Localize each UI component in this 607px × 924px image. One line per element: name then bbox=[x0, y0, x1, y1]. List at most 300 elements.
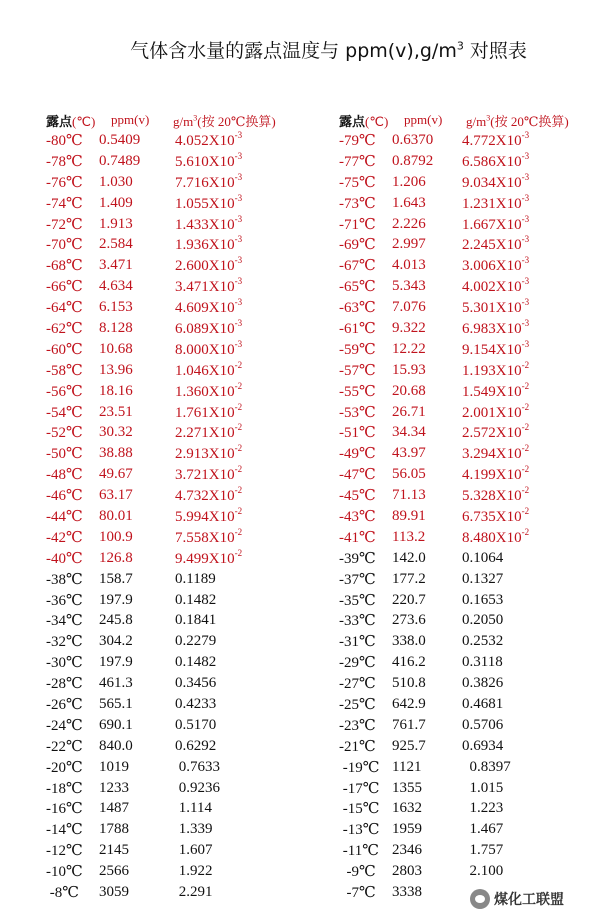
ppm-cell: 0.8792 bbox=[392, 152, 434, 169]
table-row bbox=[46, 381, 276, 402]
gm3-cell: $6.586X10^{-3}$ bbox=[462, 150, 530, 170]
table-row bbox=[339, 130, 569, 151]
dewpoint-cell: -74℃ bbox=[46, 195, 83, 212]
table-row bbox=[339, 694, 569, 715]
table-row bbox=[46, 631, 276, 652]
gm3-cell: $1.667X10^{-3}$ bbox=[462, 213, 530, 233]
table-row bbox=[46, 652, 276, 673]
right-table bbox=[339, 110, 569, 903]
dewpoint-cell: -45℃ bbox=[339, 488, 376, 505]
table-row bbox=[46, 736, 276, 757]
gm3-header: $g/m^3$(按 20℃换算) bbox=[466, 113, 569, 129]
ppm-cell: 13.96 bbox=[99, 361, 133, 378]
ppm-cell: 1121 bbox=[392, 758, 422, 775]
table-row bbox=[46, 715, 276, 736]
ppm-cell: 10.68 bbox=[99, 340, 133, 357]
dewpoint-header: 露点(℃) bbox=[339, 113, 389, 130]
dewpoint-cell: -60℃ bbox=[46, 341, 83, 358]
dewpoint-cell: -30℃ bbox=[46, 655, 83, 672]
ppm-cell: 3.471 bbox=[99, 257, 133, 274]
gm3-cell: 0.2279 bbox=[175, 633, 217, 650]
ppm-cell: 2803 bbox=[392, 863, 422, 880]
gm3-cell: $1.046X10^{-2}$ bbox=[175, 359, 243, 379]
dewpoint-cell: -39℃ bbox=[339, 550, 376, 567]
ppm-cell: 2566 bbox=[99, 863, 129, 880]
dewpoint-cell: -49℃ bbox=[339, 446, 376, 463]
table-row bbox=[46, 882, 276, 903]
gm3-cell: 1.015 bbox=[462, 779, 504, 796]
table-row bbox=[46, 402, 276, 423]
ppm-cell: 1788 bbox=[99, 821, 129, 838]
ppm-cell: 1959 bbox=[392, 821, 422, 838]
dewpoint-cell: -7℃ bbox=[339, 885, 376, 901]
ppm-header: ppm(v) bbox=[111, 112, 150, 127]
dewpoint-cell: -56℃ bbox=[46, 383, 83, 400]
table-row bbox=[46, 360, 276, 381]
gm3-cell: $1.549X10^{-2}$ bbox=[462, 380, 530, 400]
gm3-cell: $6.983X10^{-3}$ bbox=[462, 317, 530, 337]
dewpoint-cell: -52℃ bbox=[46, 425, 83, 442]
ppm-cell: 5.343 bbox=[392, 278, 426, 295]
dewpoint-cell: -44℃ bbox=[46, 508, 83, 525]
dewpoint-cell: -8℃ bbox=[46, 885, 80, 901]
gm3-cell: 2.291 bbox=[175, 884, 213, 900]
dewpoint-cell: -50℃ bbox=[46, 446, 83, 463]
table-row bbox=[339, 193, 569, 214]
table-row bbox=[339, 819, 569, 840]
gm3-cell: $3.294X10^{-2}$ bbox=[462, 443, 530, 463]
ppm-cell: 1487 bbox=[99, 800, 129, 817]
ppm-cell: 4.013 bbox=[392, 257, 426, 274]
ppm-cell: 1632 bbox=[392, 800, 422, 817]
dewpoint-cell: -17℃ bbox=[339, 780, 380, 797]
table-row bbox=[46, 214, 276, 235]
ppm-cell: 0.6370 bbox=[392, 131, 434, 148]
gm3-cell: $7.558X10^{-2}$ bbox=[175, 526, 243, 546]
dewpoint-cell: -64℃ bbox=[46, 300, 83, 317]
dewpoint-cell: -12℃ bbox=[46, 843, 83, 860]
gm3-cell: $4.732X10^{-2}$ bbox=[175, 485, 243, 505]
table-row bbox=[46, 527, 276, 548]
dewpoint-cell: -37℃ bbox=[339, 571, 376, 588]
gm3-cell: 0.1482 bbox=[175, 654, 217, 671]
gm3-cell: $8.000X10^{-3}$ bbox=[175, 338, 243, 358]
ppm-cell: 1.030 bbox=[99, 173, 133, 190]
dewpoint-cell: -67℃ bbox=[339, 258, 376, 275]
gm3-cell: $1.055X10^{-3}$ bbox=[175, 192, 243, 212]
table-row bbox=[46, 151, 276, 172]
table-row bbox=[46, 799, 276, 820]
dewpoint-cell: -73℃ bbox=[339, 195, 376, 212]
ppm-cell: 197.9 bbox=[99, 591, 133, 608]
dewpoint-cell: -48℃ bbox=[46, 467, 83, 484]
gm3-cell: $2.600X10^{-3}$ bbox=[175, 255, 243, 275]
table-row bbox=[46, 610, 276, 631]
table-row bbox=[339, 631, 569, 652]
gm3-cell: $1.231X10^{-3}$ bbox=[462, 192, 530, 212]
table-row bbox=[46, 339, 276, 360]
table-row bbox=[46, 590, 276, 611]
left-table-header bbox=[46, 110, 276, 130]
table-row bbox=[339, 715, 569, 736]
gm3-cell: 0.8397 bbox=[462, 758, 511, 775]
dewpoint-cell: -76℃ bbox=[46, 174, 83, 191]
ppm-cell: 113.2 bbox=[392, 528, 426, 545]
dewpoint-cell: -53℃ bbox=[339, 404, 376, 421]
gm3-cell: 0.5170 bbox=[175, 716, 217, 733]
dewpoint-cell: -25℃ bbox=[339, 696, 376, 713]
table-row bbox=[46, 422, 276, 443]
ppm-cell: 26.71 bbox=[392, 403, 426, 420]
ppm-cell: 1019 bbox=[99, 758, 129, 775]
table-row bbox=[339, 151, 569, 172]
table-row bbox=[46, 193, 276, 214]
gm3-cell: 1.114 bbox=[175, 800, 212, 817]
gm3-cell: 0.1327 bbox=[462, 570, 504, 587]
table-row bbox=[339, 673, 569, 694]
table-row bbox=[339, 548, 569, 569]
table-row bbox=[46, 548, 276, 569]
table-row bbox=[339, 276, 569, 297]
gm3-cell: 1.757 bbox=[462, 842, 504, 859]
gm3-cell: 0.6934 bbox=[462, 737, 504, 754]
table-row bbox=[339, 297, 569, 318]
gm3-cell: 0.4233 bbox=[175, 695, 217, 712]
ppm-cell: 9.322 bbox=[392, 319, 426, 336]
ppm-cell: 3059 bbox=[99, 884, 129, 900]
table-row bbox=[339, 736, 569, 757]
table-row bbox=[46, 861, 276, 882]
dewpoint-cell: -66℃ bbox=[46, 279, 83, 296]
ppm-cell: 38.88 bbox=[99, 445, 133, 462]
ppm-cell: 197.9 bbox=[99, 654, 133, 671]
table-row bbox=[339, 799, 569, 820]
ppm-cell: 565.1 bbox=[99, 695, 133, 712]
dewpoint-cell: -55℃ bbox=[339, 383, 376, 400]
dewpoint-cell: -69℃ bbox=[339, 237, 376, 254]
ppm-cell: 8.128 bbox=[99, 319, 133, 336]
ppm-cell: 1.643 bbox=[392, 194, 426, 211]
gm3-cell: 0.1189 bbox=[175, 570, 216, 587]
gm3-cell: $6.089X10^{-3}$ bbox=[175, 317, 243, 337]
dewpoint-cell: -16℃ bbox=[46, 801, 83, 818]
dewpoint-cell: -18℃ bbox=[46, 780, 83, 797]
dewpoint-cell: -22℃ bbox=[46, 738, 83, 755]
ppm-header: ppm(v) bbox=[404, 112, 443, 127]
dewpoint-cell: -34℃ bbox=[46, 613, 83, 630]
gm3-cell: $1.936X10^{-3}$ bbox=[175, 234, 243, 254]
gm3-cell: $2.001X10^{-2}$ bbox=[462, 401, 530, 421]
table-row bbox=[339, 422, 569, 443]
table-row bbox=[46, 569, 276, 590]
dewpoint-cell: -24℃ bbox=[46, 717, 83, 734]
ppm-cell: 642.9 bbox=[392, 695, 426, 712]
table-row bbox=[46, 297, 276, 318]
gm3-header: $g/m^3$(按 20℃换算) bbox=[173, 113, 276, 129]
dewpoint-cell: -80℃ bbox=[46, 132, 83, 149]
gm3-cell: $9.154X10^{-3}$ bbox=[462, 338, 530, 358]
ppm-cell: 49.67 bbox=[99, 466, 133, 483]
table-row bbox=[46, 485, 276, 506]
dewpoint-cell: -11℃ bbox=[339, 843, 379, 860]
dewpoint-cell: -10℃ bbox=[46, 864, 83, 881]
table-row bbox=[339, 464, 569, 485]
table-row bbox=[46, 130, 276, 151]
gm3-cell: $5.301X10^{-3}$ bbox=[462, 297, 530, 317]
table-row bbox=[339, 506, 569, 527]
table-row bbox=[339, 590, 569, 611]
ppm-cell: 80.01 bbox=[99, 507, 133, 524]
ppm-cell: 177.2 bbox=[392, 570, 426, 587]
table-row bbox=[339, 402, 569, 423]
table-row bbox=[339, 527, 569, 548]
ppm-cell: 2.226 bbox=[392, 215, 426, 232]
table-row bbox=[46, 506, 276, 527]
dewpoint-cell: -40℃ bbox=[46, 550, 83, 567]
dewpoint-header: 露点(℃) bbox=[46, 113, 96, 130]
table-row bbox=[339, 443, 569, 464]
ppm-cell: 690.1 bbox=[99, 716, 133, 733]
table-row bbox=[339, 381, 569, 402]
ppm-cell: 273.6 bbox=[392, 612, 426, 629]
table-row bbox=[46, 318, 276, 339]
table-row bbox=[339, 255, 569, 276]
gm3-cell: $4.002X10^{-3}$ bbox=[462, 276, 530, 296]
gm3-cell: $2.245X10^{-3}$ bbox=[462, 234, 530, 254]
table-row bbox=[339, 339, 569, 360]
dewpoint-cell: -70℃ bbox=[46, 237, 83, 254]
gm3-cell: $9.034X10^{-3}$ bbox=[462, 171, 530, 191]
wechat-icon bbox=[470, 889, 490, 909]
dewpoint-cell: -20℃ bbox=[46, 759, 83, 776]
gm3-cell: $4.772X10^{-3}$ bbox=[462, 129, 530, 149]
dewpoint-cell: -31℃ bbox=[339, 634, 376, 651]
dewpoint-cell: -36℃ bbox=[46, 592, 83, 609]
left-table bbox=[46, 110, 276, 903]
gm3-cell: 1.223 bbox=[462, 800, 504, 817]
dewpoint-cell: -65℃ bbox=[339, 279, 376, 296]
dewpoint-cell: -21℃ bbox=[339, 738, 376, 755]
ppm-cell: 510.8 bbox=[392, 675, 426, 692]
gm3-cell: $6.735X10^{-2}$ bbox=[462, 505, 530, 525]
dewpoint-cell: -54℃ bbox=[46, 404, 83, 421]
ppm-cell: 416.2 bbox=[392, 654, 426, 671]
ppm-cell: 34.34 bbox=[392, 424, 426, 441]
gm3-cell: 1.607 bbox=[175, 842, 213, 859]
gm3-cell: $9.499X10^{-2}$ bbox=[175, 547, 243, 567]
ppm-cell: 20.68 bbox=[392, 382, 426, 399]
watermark bbox=[470, 887, 564, 911]
ppm-cell: 56.05 bbox=[392, 466, 426, 483]
dewpoint-cell: -71℃ bbox=[339, 216, 376, 233]
table-row bbox=[46, 840, 276, 861]
dewpoint-cell: -32℃ bbox=[46, 634, 83, 651]
gm3-cell: 0.5706 bbox=[462, 716, 504, 733]
table-row bbox=[339, 652, 569, 673]
dewpoint-cell: -68℃ bbox=[46, 258, 83, 275]
gm3-cell: 0.4681 bbox=[462, 695, 504, 712]
gm3-cell: $2.913X10^{-2}$ bbox=[175, 443, 243, 463]
ppm-cell: 23.51 bbox=[99, 403, 133, 420]
table-row bbox=[46, 819, 276, 840]
ppm-cell: 2346 bbox=[392, 842, 422, 859]
table-row bbox=[46, 276, 276, 297]
ppm-cell: 30.32 bbox=[99, 424, 133, 441]
gm3-cell: 0.7633 bbox=[175, 758, 220, 775]
gm3-cell: $2.572X10^{-2}$ bbox=[462, 422, 530, 442]
dewpoint-cell: -51℃ bbox=[339, 425, 376, 442]
dewpoint-cell: -43℃ bbox=[339, 508, 376, 525]
ppm-cell: 100.9 bbox=[99, 528, 133, 545]
gm3-cell: 1.467 bbox=[462, 821, 504, 838]
gm3-cell: 0.2532 bbox=[462, 633, 504, 650]
gm3-cell: 0.2050 bbox=[462, 612, 504, 629]
gm3-cell: 0.3118 bbox=[462, 654, 503, 671]
ppm-cell: 840.0 bbox=[99, 737, 133, 754]
dewpoint-cell: -29℃ bbox=[339, 655, 376, 672]
ppm-cell: 761.7 bbox=[392, 716, 426, 733]
ppm-cell: 4.634 bbox=[99, 278, 133, 295]
dewpoint-cell: -79℃ bbox=[339, 132, 376, 149]
dewpoint-cell: -23℃ bbox=[339, 717, 376, 734]
dewpoint-cell: -78℃ bbox=[46, 153, 83, 170]
gm3-cell: $1.193X10^{-2}$ bbox=[462, 359, 530, 379]
table-row bbox=[46, 694, 276, 715]
gm3-cell: $5.328X10^{-2}$ bbox=[462, 485, 530, 505]
gm3-cell: $2.271X10^{-2}$ bbox=[175, 422, 243, 442]
table-row bbox=[46, 255, 276, 276]
dewpoint-cell: -63℃ bbox=[339, 300, 376, 317]
gm3-cell: $7.716X10^{-3}$ bbox=[175, 171, 243, 191]
table-row bbox=[46, 757, 276, 778]
gm3-cell: 0.1841 bbox=[175, 612, 217, 629]
dewpoint-cell: -61℃ bbox=[339, 320, 376, 337]
dewpoint-cell: -13℃ bbox=[339, 822, 380, 839]
table-row bbox=[46, 234, 276, 255]
ppm-cell: 71.13 bbox=[392, 487, 426, 504]
dewpoint-cell: -28℃ bbox=[46, 676, 83, 693]
table-row bbox=[339, 234, 569, 255]
ppm-cell: 245.8 bbox=[99, 612, 133, 629]
table-row bbox=[339, 360, 569, 381]
ppm-cell: 7.076 bbox=[392, 299, 426, 316]
table-row bbox=[339, 485, 569, 506]
ppm-cell: 1.913 bbox=[99, 215, 133, 232]
ppm-cell: 2145 bbox=[99, 842, 129, 859]
gm3-cell: 1.922 bbox=[175, 863, 213, 880]
gm3-cell: $3.471X10^{-3}$ bbox=[175, 276, 243, 296]
dewpoint-cell: -62℃ bbox=[46, 320, 83, 337]
table-row bbox=[339, 757, 569, 778]
dewpoint-cell: -59℃ bbox=[339, 341, 376, 358]
gm3-cell: $4.052X10^{-3}$ bbox=[175, 129, 243, 149]
table-row bbox=[339, 214, 569, 235]
dewpoint-cell: -47℃ bbox=[339, 467, 376, 484]
dewpoint-cell: -38℃ bbox=[46, 571, 83, 588]
dewpoint-cell: -14℃ bbox=[46, 822, 83, 839]
ppm-cell: 1233 bbox=[99, 779, 129, 796]
table-row bbox=[339, 569, 569, 590]
gm3-cell: 0.1482 bbox=[175, 591, 217, 608]
ppm-cell: 2.997 bbox=[392, 236, 426, 253]
ppm-cell: 142.0 bbox=[392, 549, 426, 566]
ppm-cell: 12.22 bbox=[392, 340, 426, 357]
gm3-cell: $8.480X10^{-2}$ bbox=[462, 526, 530, 546]
table-row bbox=[46, 778, 276, 799]
ppm-cell: 18.16 bbox=[99, 382, 133, 399]
gm3-cell: $4.199X10^{-2}$ bbox=[462, 464, 530, 484]
gm3-cell: $4.609X10^{-3}$ bbox=[175, 297, 243, 317]
table-row bbox=[339, 610, 569, 631]
dewpoint-cell: -72℃ bbox=[46, 216, 83, 233]
dewpoint-cell: -9℃ bbox=[339, 864, 376, 881]
ppm-cell: 0.5409 bbox=[99, 131, 141, 148]
dewpoint-cell: -26℃ bbox=[46, 696, 83, 713]
ppm-cell: 63.17 bbox=[99, 487, 133, 504]
ppm-cell: 2.584 bbox=[99, 236, 133, 253]
gm3-cell: 0.1064 bbox=[462, 549, 504, 566]
table-row bbox=[339, 318, 569, 339]
table-row bbox=[339, 172, 569, 193]
ppm-cell: 43.97 bbox=[392, 445, 426, 462]
ppm-cell: 304.2 bbox=[99, 633, 133, 650]
ppm-cell: 15.93 bbox=[392, 361, 426, 378]
ppm-cell: 158.7 bbox=[99, 570, 133, 587]
gm3-cell: $1.360X10^{-2}$ bbox=[175, 380, 243, 400]
dewpoint-cell: -42℃ bbox=[46, 529, 83, 546]
table-row bbox=[46, 464, 276, 485]
ppm-cell: 6.153 bbox=[99, 299, 133, 316]
gm3-cell: $3.721X10^{-2}$ bbox=[175, 464, 243, 484]
dewpoint-cell: -75℃ bbox=[339, 174, 376, 191]
dewpoint-cell: -77℃ bbox=[339, 153, 376, 170]
gm3-cell: $1.433X10^{-3}$ bbox=[175, 213, 243, 233]
table-row bbox=[46, 443, 276, 464]
watermark-text: 煤化工联盟 bbox=[494, 892, 564, 908]
gm3-cell: 1.339 bbox=[175, 821, 213, 838]
dewpoint-cell: -35℃ bbox=[339, 592, 376, 609]
dewpoint-cell: -41℃ bbox=[339, 529, 376, 546]
ppm-cell: 1355 bbox=[392, 779, 422, 796]
table-row bbox=[339, 840, 569, 861]
table-row bbox=[339, 861, 569, 882]
dewpoint-cell: -19℃ bbox=[339, 759, 380, 776]
gm3-cell: $5.610X10^{-3}$ bbox=[175, 150, 243, 170]
gm3-cell: $3.006X10^{-3}$ bbox=[462, 255, 530, 275]
gm3-cell: 0.1653 bbox=[462, 591, 504, 608]
ppm-cell: 461.3 bbox=[99, 675, 133, 692]
table-row bbox=[46, 172, 276, 193]
dewpoint-cell: -33℃ bbox=[339, 613, 376, 630]
dewpoint-cell: -27℃ bbox=[339, 676, 376, 693]
gm3-cell: 0.3456 bbox=[175, 675, 217, 692]
ppm-cell: 89.91 bbox=[392, 507, 426, 524]
ppm-cell: 338.0 bbox=[392, 633, 426, 650]
dewpoint-cell: -46℃ bbox=[46, 488, 83, 505]
ppm-cell: 0.7489 bbox=[99, 152, 141, 169]
ppm-cell: 126.8 bbox=[99, 549, 133, 566]
dewpoint-cell: -57℃ bbox=[339, 362, 376, 379]
table-row bbox=[46, 673, 276, 694]
gm3-cell: $1.761X10^{-2}$ bbox=[175, 401, 243, 421]
gm3-cell: 0.3826 bbox=[462, 675, 504, 692]
ppm-cell: 925.7 bbox=[392, 737, 426, 754]
table-row bbox=[339, 778, 569, 799]
dewpoint-cell: -58℃ bbox=[46, 362, 83, 379]
ppm-cell: 1.409 bbox=[99, 194, 133, 211]
dewpoint-cell: -15℃ bbox=[339, 801, 380, 818]
gm3-cell: 0.6292 bbox=[175, 737, 217, 754]
